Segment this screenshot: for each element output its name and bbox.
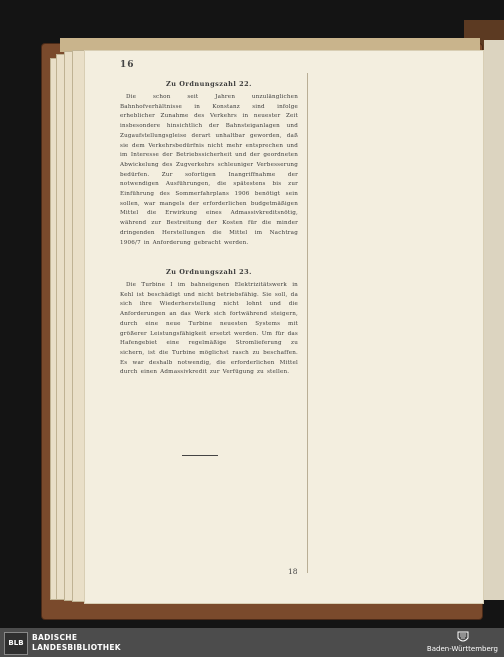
state-crest-icon bbox=[456, 630, 470, 644]
page-number-top: 16 bbox=[120, 60, 135, 70]
library-name-line2: LANDESBIBLIOTHEK bbox=[32, 643, 121, 652]
column-rule bbox=[307, 73, 308, 573]
section-heading: Zu Ordnungszahl 22. bbox=[166, 80, 252, 88]
section-23 bbox=[120, 268, 298, 378]
section-22 bbox=[120, 80, 298, 248]
section-paragraph: Die schon seit Jahren unzulänglichen Bahnhofverhältnisse in Konstanz sind infolge erheblicher Zunahme des Verkehrs in neuester Zeit insbesondere hinsichtlich der Bahnsteiganlagen und Zugaufstellungsgleise derart unhaltbar geworden, daß sie dem Verkehrsbedürfnis nicht mehr entsprechen und im Interesse der Betriebssicherheit und der geordneten Abwickelung des Zugverkehrs schleuniger Verbesserung bedürfen. Zur sofortigen Inangriffnahme der notwendigen Ausführungen, die spätestens bis zur Einführung des Sommerfahrplans 1906 benötigt sein sollen, war mangels der erforderlichen budgetmäßigen Mittel die Erwirkung eines Admassivkreditsnötig, während zur Bestreitung der Kosten für die minder dringenden Herstellungen die Mittel im Nachtrag 1906/7 in Anforderung gebracht werden. bbox=[120, 94, 298, 246]
library-name-line1: BADISCHE bbox=[32, 633, 78, 642]
section-heading: Zu Ordnungszahl 23. bbox=[166, 268, 252, 276]
divider-line bbox=[182, 455, 218, 456]
page-number-bottom: 18 bbox=[288, 567, 298, 576]
section-paragraph: Die Turbine I im bahneigenen Elektrizitätswerk in Kehl ist beschädigt und nicht betriebsfähig. Sie soll, da sich ihre Wiederherstellung nicht lohnt und die Anforderungen an das Werk sich fortwährend steigern, durch eine neue Turbine neuesten Systems mit größerer Leistungsfähigkeit ersetzt werden. Um für das Hafengebiet eine regelmäßige Stromlieferung zu sichern, ist die Turbine möglichst rasch zu beschaffen. Es war deshalb notwendig, die erforderlichen Mittel durch einen Admassivkredit zur Verfügung zu stellen. bbox=[120, 282, 298, 376]
state-name: Baden-Württemberg bbox=[426, 645, 498, 653]
facing-page-edge bbox=[484, 40, 504, 600]
library-footer bbox=[0, 628, 504, 657]
blb-logo[interactable]: BLB bbox=[4, 632, 28, 655]
library-name bbox=[32, 633, 121, 653]
